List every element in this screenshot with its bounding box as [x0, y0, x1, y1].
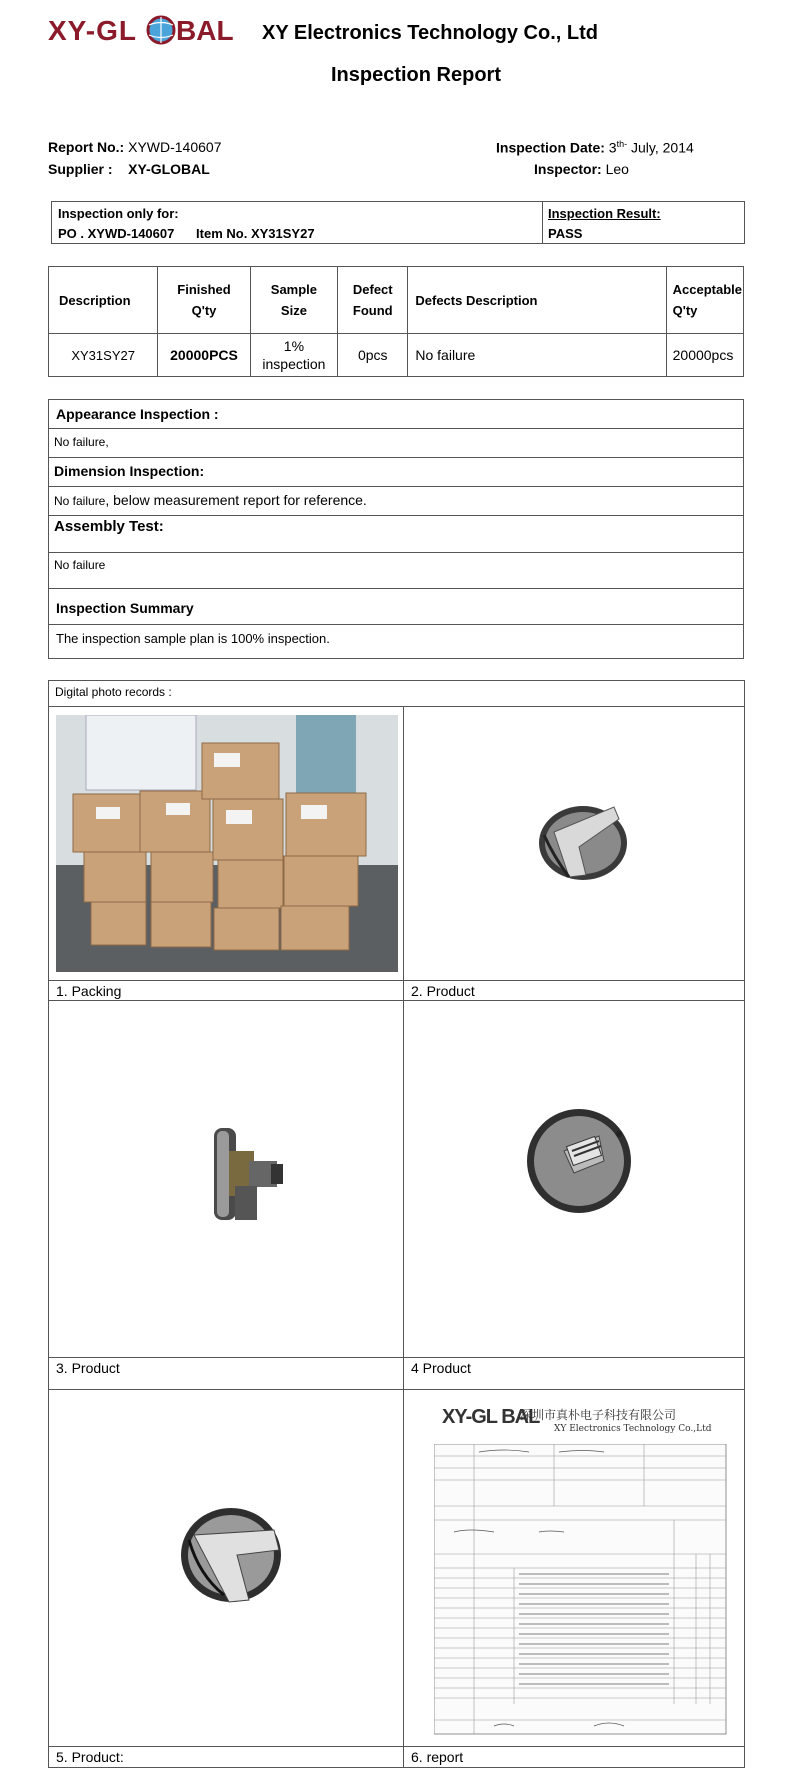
result-label: Inspection Result: [548, 206, 661, 221]
result-value: PASS [548, 226, 583, 241]
appearance-title: Appearance Inspection : [56, 406, 219, 422]
cell-acceptable-qty: 20000pcs [666, 334, 743, 377]
appearance-title-row [48, 399, 744, 429]
caption-product-5: 5. Product: [56, 1749, 124, 1765]
svg-text:BAL: BAL [176, 15, 234, 46]
photo-product-2 [404, 707, 744, 980]
inspection-box [51, 201, 745, 244]
caption-product-3: 3. Product [56, 1360, 120, 1376]
cell-finished-qty: 20000PCS [158, 334, 250, 377]
company-logo [48, 10, 248, 50]
company-name: XY Electronics Technology Co., Ltd [262, 22, 598, 44]
dimension-body-row [48, 486, 744, 516]
cell-sample-size: 1% inspection [250, 334, 337, 377]
po-line: PO . XYWD-140607 Item No. XY31SY27 [58, 226, 315, 241]
photo-product-5 [49, 1390, 403, 1746]
caption-packing: 1. Packing [56, 983, 122, 999]
dimension-title-row [48, 457, 744, 487]
page-title: Inspection Report [330, 64, 501, 86]
photo-packing [56, 715, 398, 972]
inspection-for-label: Inspection only for: [58, 206, 179, 221]
photo-records-header [48, 680, 745, 707]
supplier: Supplier : XY-GLOBAL [48, 161, 210, 177]
th-sample-size: Sample Size [250, 267, 337, 334]
inspection-table [48, 266, 744, 377]
th-finished-qty: Finished Q'ty [158, 267, 250, 334]
photo-product-3 [49, 1001, 403, 1357]
summary-title-row [48, 588, 744, 625]
th-defect-found: Defect Found [338, 267, 408, 334]
photo-report [404, 1390, 744, 1746]
dimension-title: Dimension Inspection: [54, 463, 205, 479]
photo-product-4 [404, 1001, 744, 1357]
th-acceptable-qty: Acceptable Q'ty [666, 267, 743, 334]
cell-defect-found: 0pcs [338, 334, 408, 377]
report-thumb-cn-name: 深圳市真朴电子科技有限公司 [520, 1408, 677, 1422]
report-thumb-en-name: XY Electronics Technology Co.,Ltd [554, 1424, 712, 1434]
summary-body-row [48, 624, 744, 659]
summary-body: The inspection sample plan is 100% inspection. [56, 631, 330, 646]
assembly-body-row [48, 552, 744, 589]
appearance-body: No failure, [54, 435, 109, 449]
th-description: Description [49, 267, 158, 334]
inspector: Inspector: Leo [534, 161, 629, 177]
report-thumb-logo: XY-GL BAL [442, 1406, 540, 1428]
assembly-title: Assembly Test: [54, 518, 164, 535]
caption-product-4: 4 Product [411, 1360, 471, 1376]
summary-title: Inspection Summary [56, 600, 194, 616]
assembly-title-row [48, 515, 744, 553]
dimension-body: No failure, below measurement report for reference. [54, 492, 367, 508]
caption-product-2: 2. Product [411, 983, 475, 999]
svg-text:XY-GL: XY-GL [48, 15, 138, 46]
photo-records-title: Digital photo records : [55, 685, 172, 699]
caption-report: 6. report [411, 1749, 464, 1765]
report-no: Report No.: XYWD-140607 [48, 139, 222, 155]
cell-description: XY31SY27 [49, 334, 158, 377]
assembly-body: No failure [54, 558, 106, 572]
report-thumb-grid [434, 1444, 734, 1744]
cell-defects-description: No failure [408, 334, 666, 377]
appearance-body-row [48, 428, 744, 458]
inspection-date: Inspection Date: $3^{th-}$ July, 2014 [496, 139, 694, 156]
th-defects-description: Defects Description [408, 267, 666, 334]
